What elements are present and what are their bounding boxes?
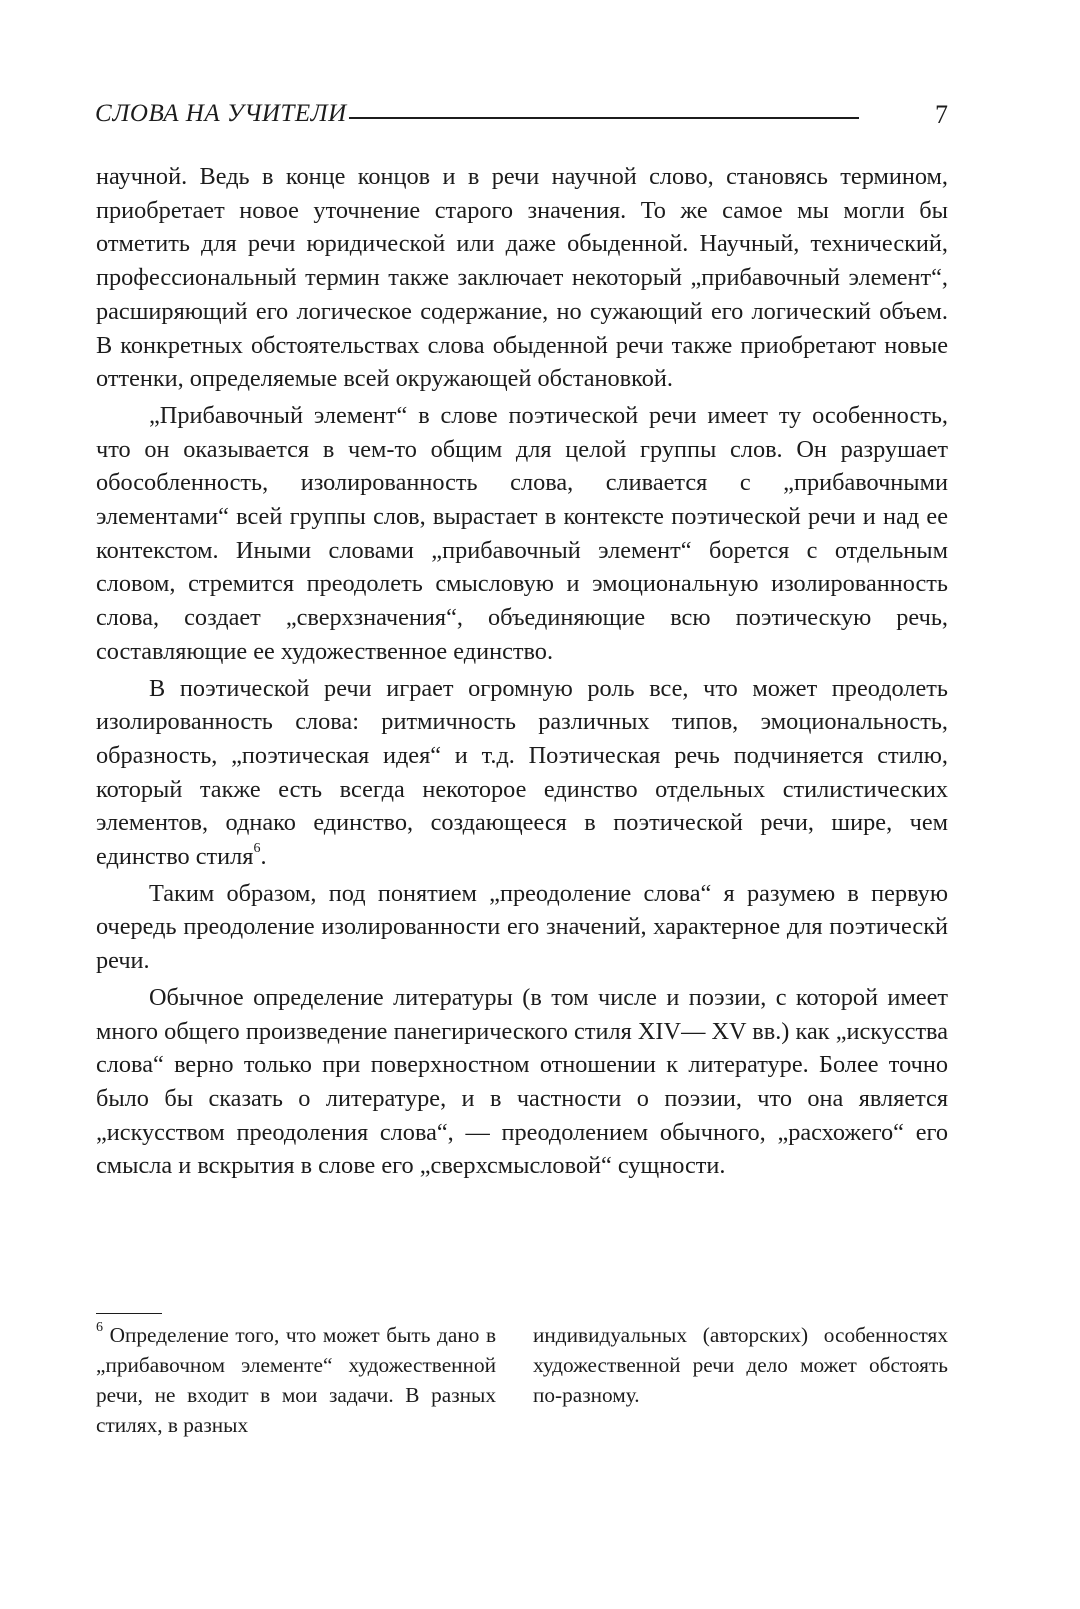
footnote-column-left — [96, 1320, 496, 1440]
paragraph-1: научной. Ведь в конце концов и в речи научной слово, становясь термином, приобретает новое уточнение старого значения. То же самое мы могли бы отметить для речи юридической или даже обыденной. Научный, технический, профессиональный термин также заключает некоторый „прибавочный элемент“, расширяющий его логическое содержание, но сужающий его логический объем. В конкретных обстоятельствах слова обыденной речи также приобретают новые оттенки, определяемые всей окружающей обстановкой. — [96, 163, 948, 393]
paragraph-3-text: В поэтической речи играет огромную роль все, что может преодолеть изолированность слова: ритмичность различных типов, эмоциональность, образность, „поэтическая идея“ и т.д. Поэтическая речь подчиняется стилю, который также есть всегда некоторое единство отдельных стилистических элементов, однако единство, создающееся в поэтической речи, шире, чем единство стиля — [96, 674, 948, 871]
footnote-separator — [96, 1313, 162, 1314]
footnote-column-right — [533, 1320, 948, 1440]
paragraph-3: В поэтической речи играет огромную роль все, что может преодолеть изолированность слова: ритмичность различных типов, эмоциональность, образность, „поэтическая идея“ и т.д. Поэтическая речь подчиняется стилю, который также есть всегда некоторое единство отдельных стилистических элементов, однако единство, создающееся в поэтической речи, шире, чем единство стиля$^6$. — [96, 674, 948, 871]
footnote-text-right: индивидуальных (авторских) особенностях художественной речи дело может обстоять по-разному. — [533, 1323, 948, 1407]
running-title: СЛОВА НА УЧИТЕЛИ — [95, 100, 347, 127]
footnote — [96, 1320, 948, 1440]
header-rule — [349, 117, 859, 119]
page-number: 7 — [935, 100, 948, 129]
main-text — [96, 160, 948, 1183]
footnote-text-left: Определение того, что может быть дано в „прибавочном элементе“ художественной речи, не входит в мои задачи. В разных стилях, в разных — [96, 1323, 496, 1437]
footnote-marker: 6 — [96, 1319, 103, 1335]
running-header — [95, 100, 948, 140]
paragraph-4: Таким образом, под понятием „преодоление слова“ я разумею в первую очередь преодоление изолированности его значений, характерное для поэтическй речи. — [96, 879, 948, 975]
paragraph-2: „Прибавочный элемент“ в слове поэтической речи имеет ту особенность, что он оказывается в чем-то общим для целой группы слов. Он разрушает обособленность, изолированность слова, сливается с „прибавочными элементами“ всей группы слов, вырастает в контексте поэтической речи и над ее контекстом. Иными словами „прибавочный элемент“ борется с отдельным словом, стремится преодолеть смысловую и эмоциональную изолированность слова, создает „сверхзначения“, объединяющие всю поэтическую речь, составляющие ее художественное единство. — [96, 401, 948, 665]
paragraph-5: Обычное определение литературы (в том числе и поэзии, с которой имеет много общего произведение панегирического стиля XIV— XV вв.) как „искусства слова“ верно только при поверхностном отношении к литературе. Более точно было бы сказать о литературе, и в частности о поэзии, что она является „искусством преодоления слова“, — преодолением обычного, „расхожего“ его смысла и вскрытия в слове его „сверхсмысловой“ сущности. — [96, 983, 948, 1180]
footnote-reference: 6 — [253, 840, 261, 856]
